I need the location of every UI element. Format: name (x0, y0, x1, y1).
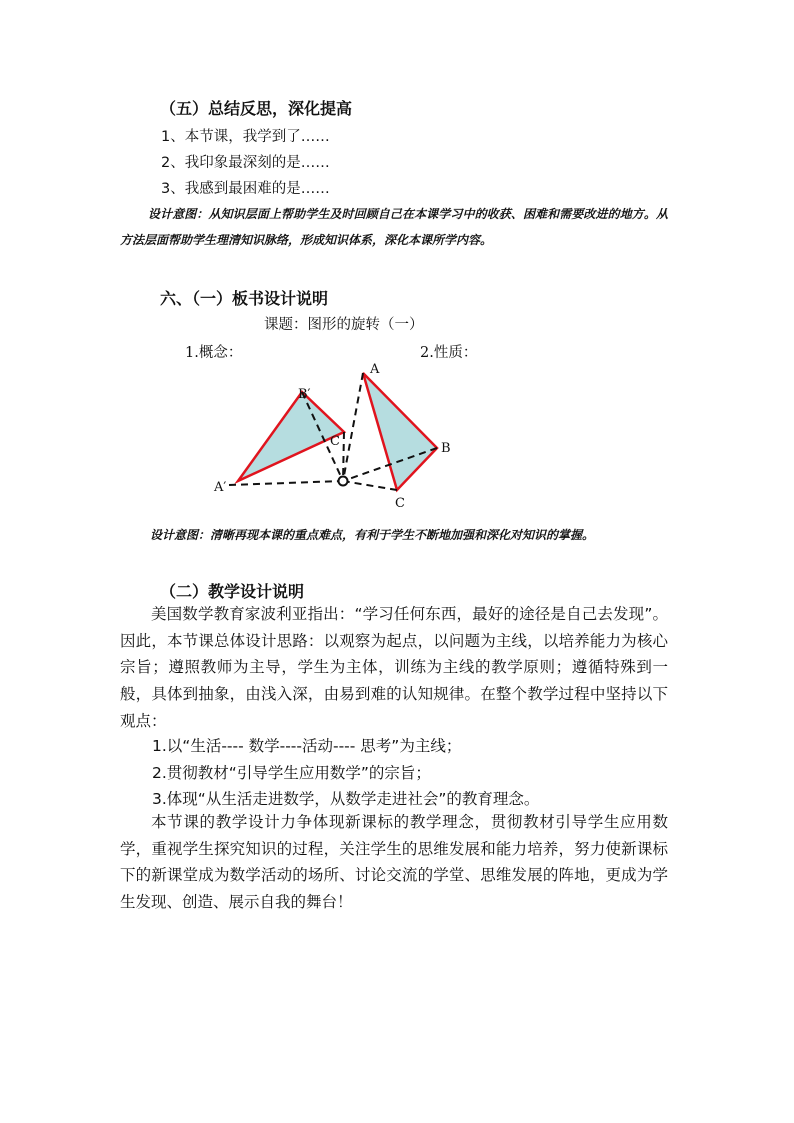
reflection-item-1: 1、本节课，我学到了…… (161, 129, 330, 145)
section5-heading: （五）总结反思，深化提高 (160, 99, 353, 118)
section5-design-intent: 设计意图：从知识层面上帮助学生及时回顾自己在本课学习中的收获、困难和需要改进的地方。从方法层面帮助学生理清知识脉络，形成知识体系，深化本课所学内容。 (120, 207, 668, 247)
rotation-center-point (339, 477, 348, 486)
board-title: 课题：图形的旋转（一） (264, 317, 424, 333)
reflection-item-3: 3、我感到最困难的是…… (161, 181, 330, 197)
teaching-design-paragraph-2: 本节课的教学设计力争体现新课标的教学理念，贯彻教材引导学生应用数学，重视学生探究知识的过程，关注学生的思维发展和能力培养，努力使新课标下的新课堂成为数学活动的场所、讨论交流的学堂、思维发展的阵地，更成为学生发现、创造、展示自我的舞台！ (120, 813, 668, 912)
section6b-heading: （二）教学设计说明 (160, 582, 305, 601)
viewpoint-item-1: 1.以“生活---- 数学----活动---- 思考”为主线； (152, 737, 462, 755)
label-c-prime: C (330, 434, 340, 449)
property-label: 2.性质： (420, 345, 478, 361)
label-a-prime: A′ (214, 480, 227, 495)
teaching-design-paragraph-1: 美国数学教育家波利亚指出：“学习任何东西，最好的途径是自己去发现”。因此，本节课总体设计思路：以观察为起点，以问题为主线，以培养能力为核心宗旨；遵照教师为主导，学生为主体，训练为主线的教学原则；遵循特殊到一般，具体到抽象，由浅入深，由易到难的认知规律。在整个教学过程中坚持以下观点： (120, 605, 668, 730)
viewpoint-item-2: 2.贯彻教材“引导学生应用数学”的宗旨； (152, 764, 431, 782)
label-b: B (441, 441, 451, 456)
label-b-prime: B′ (298, 387, 311, 402)
original-triangle (363, 373, 437, 490)
rotated-triangle (238, 392, 344, 481)
viewpoint-item-3: 3.体现“从生活走进数学，从数学走进社会”的教育理念。 (152, 790, 540, 808)
concept-label: 1.概念： (185, 345, 243, 361)
section6-design-intent: 设计意图：清晰再现本课的重点难点，有利于学生不断地加强和深化对知识的掌握。 (150, 528, 595, 542)
label-a: A (370, 362, 380, 377)
label-c: C (395, 496, 405, 511)
reflection-item-2: 2、我印象最深刻的是…… (161, 155, 330, 171)
section6-heading: 六、（一）板书设计说明 (160, 289, 329, 308)
